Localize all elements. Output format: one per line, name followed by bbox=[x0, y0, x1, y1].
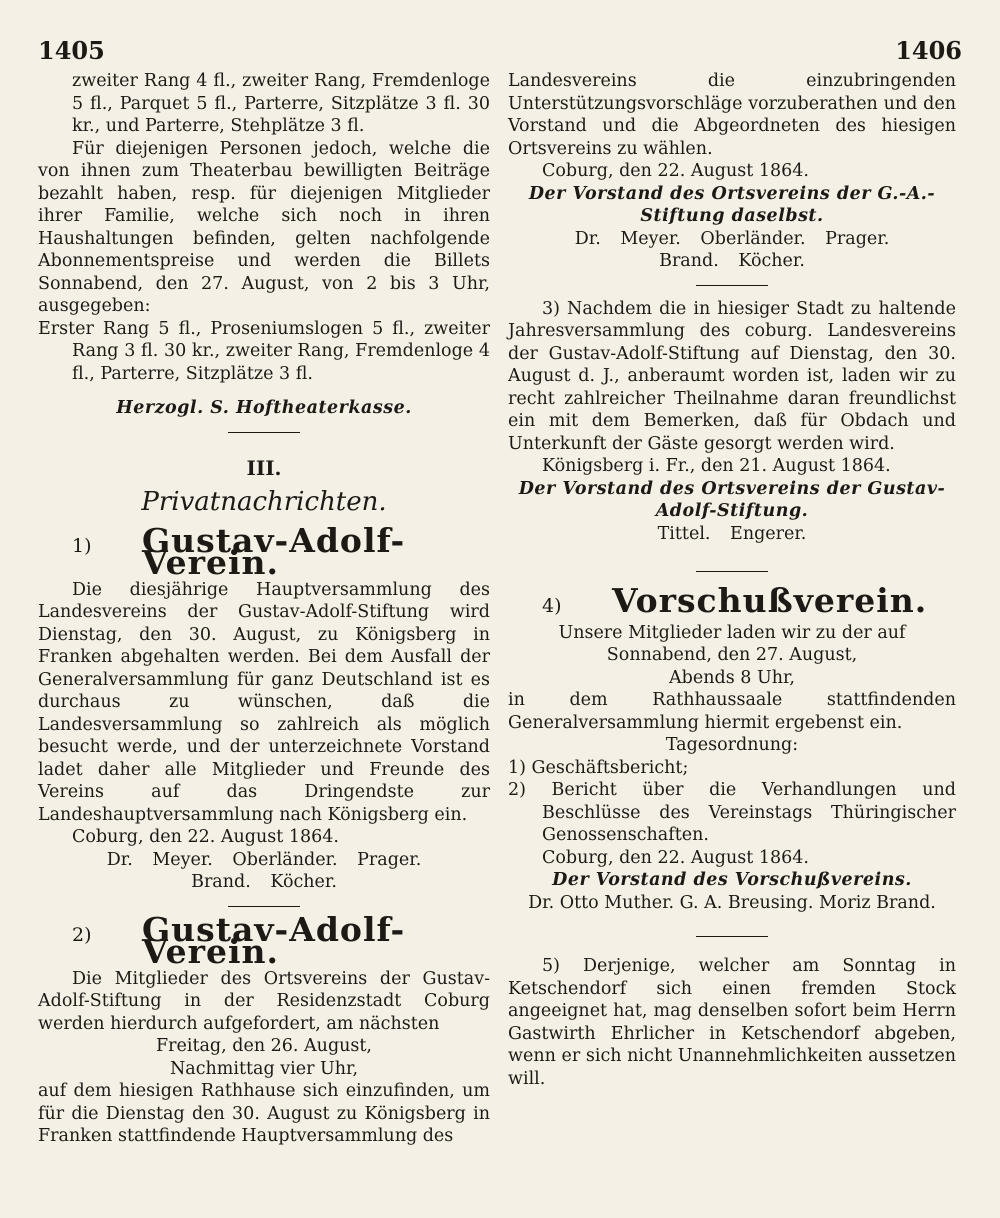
item-4-signature: Der Vorstand des Vorschußvereins. bbox=[552, 870, 912, 890]
divider bbox=[228, 906, 300, 907]
item-1-names-row1: Dr. Meyer. Oberländer. Prager. bbox=[106, 849, 422, 870]
item-1-heading bbox=[38, 520, 490, 582]
item-1-names-row2: Brand. Köcher. bbox=[191, 872, 337, 892]
item-3-signature: Der Vorstand des Ortsvereins der Gustav-Adolf-Stiftung. bbox=[518, 478, 946, 521]
item-4-time: Abends 8 Uhr, bbox=[669, 667, 795, 688]
item-4-agenda-item-1: 1) Geschäftsbericht; bbox=[508, 757, 689, 778]
left-column bbox=[38, 70, 490, 1148]
page-number-right: 1406 bbox=[895, 36, 962, 65]
divider bbox=[696, 571, 768, 572]
item-2-time: Nachmittag vier Uhr, bbox=[169, 1058, 359, 1079]
theater-subscription-prices: Erster Rang 5 fl., Proseniumslogen 5 fl., zweiter Rang 3 fl. 30 kr., zweiter Rang, Fremdenloge 4 fl., Parterre, Sitzplätze 3 fl. bbox=[38, 318, 490, 384]
item-1-number: 1) bbox=[72, 534, 92, 557]
item-4-heading bbox=[508, 581, 956, 620]
theater-subscription-notice: Für diejenigen Personen jedoch, welche die von ihnen zum Theaterbau bewilligten Beiträge bezahlt haben, resp. für diejenigen Mitglieder ihrer Familie, welche sich noch in ihren Haushaltungen befinden, gelten nachfolgende Abonnementspreise und werden die Billets Sonnabend, den 27. August, von 2 bis 3 Uhr, ausgegeben: bbox=[38, 138, 490, 316]
divider bbox=[228, 432, 300, 433]
item-1-text: Die diesjährige Hauptversammlung des Landesvereins der Gustav-Adolf-Stiftung wird Dienstag, den 30. August, zu Königsberg in Franken abgehalten werden. Bei dem Ausfall der Generalversammlung für ganz Deutschland ist es durchaus zu wünschen, daß die Landesversammlung so zahlreich als möglich besucht werde, und der unterzeichnete Vorstand ladet daher alle Mitglieder und Freunde des Vereins auf das Dringendste zur Landeshauptversammlung nach Königsberg ein. bbox=[38, 579, 490, 825]
item-2-heading bbox=[38, 909, 490, 971]
item-4-date: Sonnabend, den 27. August, bbox=[606, 645, 858, 665]
item-2-text-end: Landesvereins die einzubringenden Unterstützungsvorschläge vorzuberathen und den Vorstand und die Abgeordneten des hiesigen Ortsvereins zu wählen. bbox=[508, 71, 956, 159]
item-2-number: 2) bbox=[72, 923, 92, 946]
item-4-agenda-title: Tagesordnung: bbox=[665, 735, 799, 755]
item-1-title: Gustav-Adolf-Verein. bbox=[142, 520, 406, 582]
item-4-agenda-item-2: 2) Bericht über die Verhandlungen und Beschlüsse des Vereinstags Thüringischer Genossenschaften. bbox=[508, 780, 956, 845]
section-title: Privatnachrichten. bbox=[141, 487, 387, 517]
item-4-title: Vorschußverein. bbox=[612, 581, 928, 620]
item-4-number: 4) bbox=[542, 595, 562, 617]
item-2-date: Freitag, den 26. August, bbox=[156, 1036, 372, 1056]
item-4-text-continued: in dem Rathhaussaale stattfindenden Generalversammlung hiermit ergebenst ein. bbox=[508, 690, 956, 733]
theater-prices-continued: zweiter Rang 4 fl., zweiter Rang, Fremdenloge 5 fl., Parquet 5 fl., Parterre, Sitzplätze 3 fl. 30 kr., und Parterre, Stehplätze 3 fl. bbox=[72, 71, 490, 136]
divider bbox=[696, 285, 768, 286]
item-2-signature: Der Vorstand des Ortsvereins der G.-A.-Stiftung daselbst. bbox=[528, 183, 936, 226]
item-2-place-date: Coburg, den 22. August 1864. bbox=[542, 161, 809, 181]
item-2-text-continued: auf dem hiesigen Rathhause sich einzufinden, um für die Dienstag den 30. August zu Königsberg in Franken stattfindende Hauptversammlung des bbox=[38, 1081, 490, 1146]
item-4-text: Unsere Mitglieder laden wir zu der auf bbox=[558, 622, 906, 643]
item-5-text: 5) Derjenige, welcher am Sonntag in Ketschendorf sich einen fremden Stock angeeignet hat, mag denselben sofort beim Herrn Gastwirth Ehrlicher in Ketschendorf abgeben, wenn er sich nicht Unannehmlichkeiten aussetzen will. bbox=[508, 956, 956, 1089]
item-2-title: Gustav-Adolf-Verein. bbox=[142, 909, 406, 971]
item-2-text: Die Mitglieder des Ortsvereins der Gustav-Adolf-Stiftung in der Residenzstadt Coburg werden hierdurch aufgefordert, am nächsten bbox=[38, 968, 490, 1034]
right-column bbox=[508, 70, 956, 1090]
divider bbox=[696, 936, 768, 937]
item-1-date: Coburg, den 22. August 1864. bbox=[72, 827, 339, 847]
page-number-left: 1405 bbox=[38, 36, 105, 65]
section-number: III. bbox=[246, 455, 282, 480]
item-4-place-date: Coburg, den 22. August 1864. bbox=[542, 847, 809, 868]
item-3-names: Tittel. Engerer. bbox=[657, 523, 807, 544]
theater-signature: Herzogl. S. Hoftheaterkasse. bbox=[116, 398, 412, 418]
item-3-text: 3) Nachdem die in hiesiger Stadt zu haltende Jahresversammlung des coburg. Landesvereins der Gustav-Adolf-Stiftung auf Dienstag, den 30. August d. J., anberaumt worden ist, laden wir zu recht zahlreicher Theilnahme daran freundlichst ein mit dem Bemerken, daß für Obdach und Unterkunft der Gäste gesorgt werden wird. bbox=[508, 298, 956, 454]
item-4-names: Dr. Otto Muther. G. A. Breusing. Moriz Brand. bbox=[528, 892, 936, 913]
item-3-date: Königsberg i. Fr., den 21. August 1864. bbox=[542, 456, 891, 476]
item-2-names-row1: Dr. Meyer. Oberländer. Prager. bbox=[574, 228, 890, 249]
item-2-names-row2: Brand. Köcher. bbox=[659, 251, 805, 271]
